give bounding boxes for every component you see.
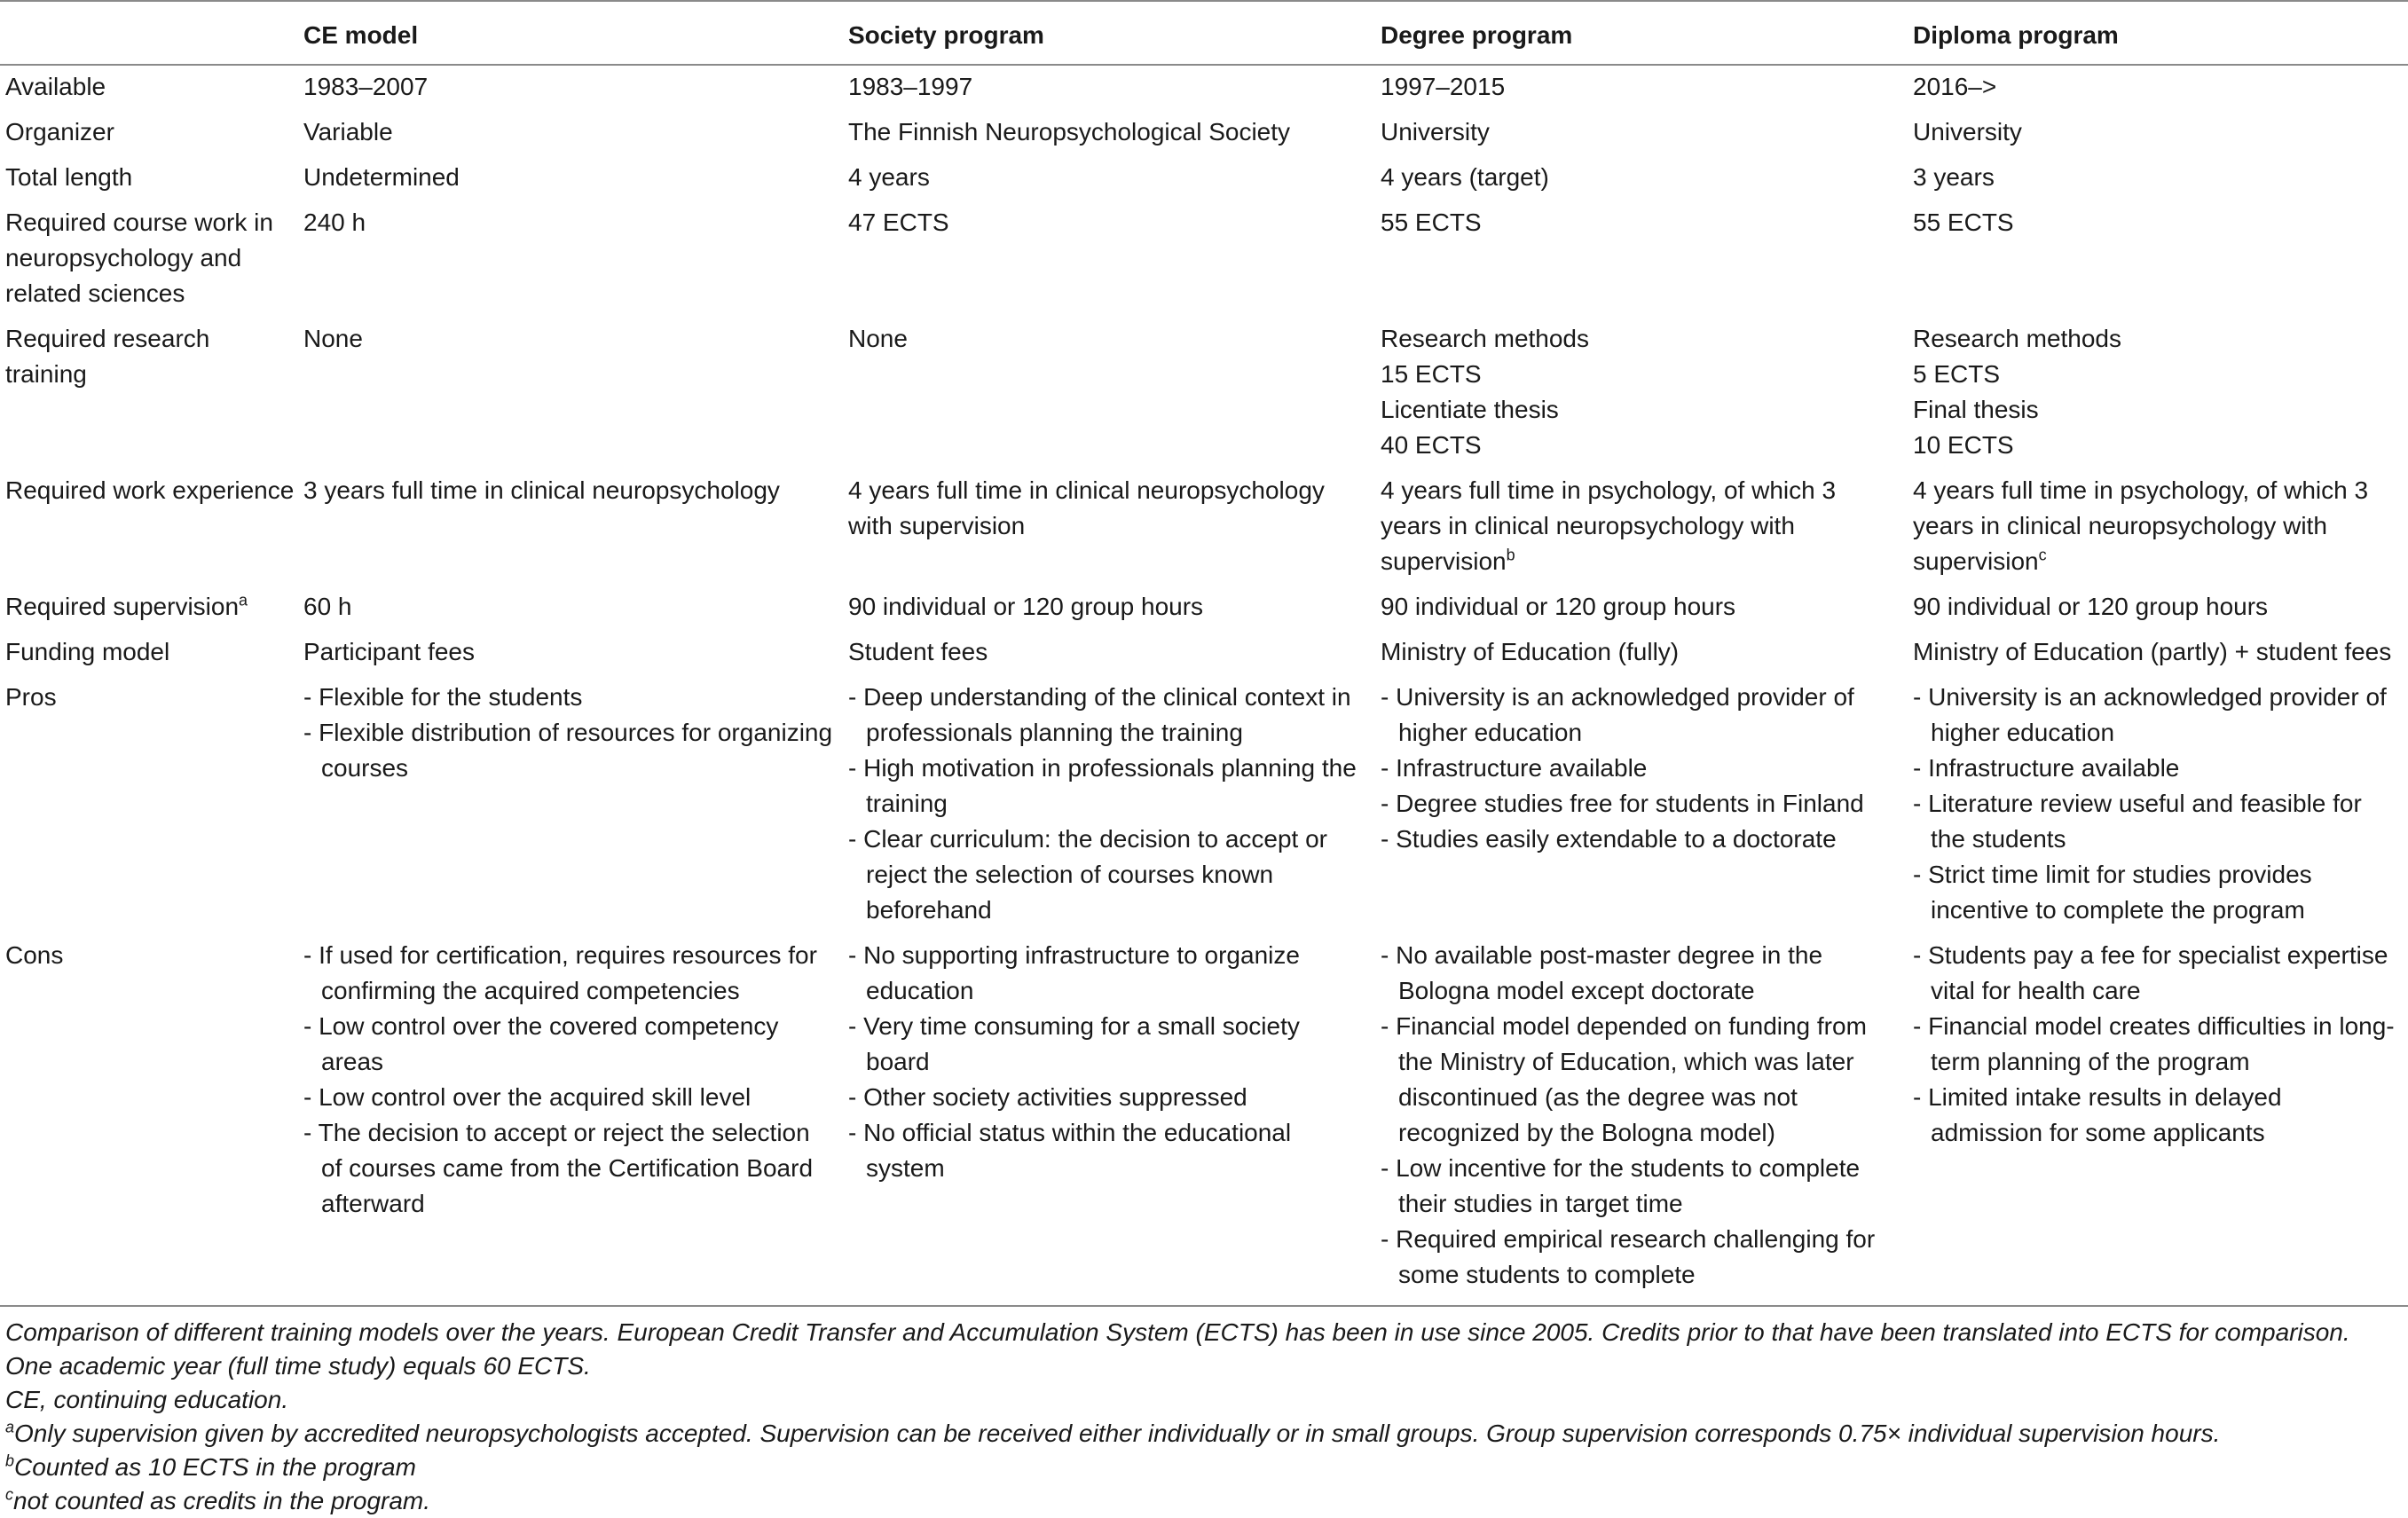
table-cell	[303, 469, 848, 586]
table-header	[0, 1, 2408, 65]
row-label-cell	[0, 65, 303, 111]
cell-text-with-note	[1381, 473, 1900, 579]
table-cell	[1381, 631, 1913, 676]
bullet-item: - Deep understanding of the clinical context in professionals planning the training	[848, 680, 1368, 751]
bullet-item: - Infrastructure available	[1913, 751, 2396, 786]
footnote	[5, 1484, 2403, 1518]
cell-text: Ministry of Education (partly) + student fees	[1913, 638, 2392, 665]
row-label-cell	[0, 586, 303, 631]
table-cell	[1381, 318, 1913, 469]
cell-text: Ministry of Education (fully)	[1381, 638, 1680, 665]
footnote-text: not counted as credits in the program.	[13, 1487, 431, 1514]
row-label-cell	[0, 201, 303, 318]
table-cell	[1913, 318, 2408, 469]
table-cell	[1913, 676, 2408, 934]
row-label: Required course work in neuropsychology and related sciences	[5, 208, 273, 307]
bullet-item: - Financial model depended on funding from the Ministry of Education, which was later discontinued (as the degree was not recognized by the Bologna model)	[1381, 1009, 1900, 1151]
header-cell-diploma-program: Diploma program	[1913, 1, 2408, 65]
bullet-item: - Other society activities suppressed	[848, 1080, 1368, 1115]
table-row	[0, 586, 2408, 631]
cell-text: 4 years	[848, 163, 930, 191]
row-label-cell	[0, 469, 303, 586]
row-label-cell	[0, 676, 303, 934]
cell-text: Student fees	[848, 638, 988, 665]
table-cell	[848, 676, 1381, 934]
table-cell	[303, 201, 848, 318]
cell-text: 4 years full time in clinical neuropsychology with supervision	[848, 476, 1325, 539]
table-cell	[303, 934, 848, 1306]
table-cell	[1913, 201, 2408, 318]
bullet-item: - No supporting infrastructure to organize education	[848, 938, 1368, 1009]
table-cell	[1381, 934, 1913, 1306]
bullet-item: - Financial model creates difficulties in long-term planning of the program	[1913, 1009, 2396, 1080]
header-row	[0, 1, 2408, 65]
table-row	[0, 469, 2408, 586]
cell-text: 90 individual or 120 group hours	[848, 593, 1204, 620]
footnote	[5, 1417, 2403, 1451]
cell-text: Participant fees	[303, 638, 475, 665]
table-row	[0, 201, 2408, 318]
row-label: Required research training	[5, 325, 210, 388]
table-row	[0, 676, 2408, 934]
table-cell	[303, 586, 848, 631]
row-label-cell	[0, 156, 303, 201]
bullet-item: - Low control over the acquired skill level	[303, 1080, 836, 1115]
footnote-mark: a	[5, 1418, 15, 1436]
cell-text: 4 years full time in psychology, of which 3 years in clinical neuropsychology with supervision	[1913, 476, 2369, 575]
cell-text: Final thesis	[1913, 396, 2039, 423]
table-caption: Comparison of different training models over the years. European Credit Transfer and Accumulation System (ECTS) has been in use since 2005. Credits prior to that have been translated into ECTS for comparison. One academic year (full time study) equals 60 ECTS.	[5, 1318, 2350, 1380]
cell-text: 1983–1997	[848, 73, 973, 100]
table-cell	[1913, 631, 2408, 676]
cell-text-with-note	[1913, 473, 2396, 579]
table-row	[0, 934, 2408, 1306]
row-label: Available	[5, 73, 106, 100]
table-cell	[848, 156, 1381, 201]
cell-text: 240 h	[303, 208, 366, 236]
cell-text: None	[303, 325, 363, 352]
table-cell	[1913, 934, 2408, 1306]
table-cell	[848, 111, 1381, 156]
cell-text: 3 years	[1913, 163, 1995, 191]
cell-text: 2016–>	[1913, 73, 1997, 100]
cell-text: 4 years (target)	[1381, 163, 1549, 191]
table-cell	[1381, 676, 1913, 934]
cell-text: 10 ECTS	[1913, 431, 2014, 459]
table-row	[0, 631, 2408, 676]
table-cell	[848, 934, 1381, 1306]
table-cell	[1913, 586, 2408, 631]
cell-text: 3 years full time in clinical neuropsychology	[303, 476, 780, 504]
cell-text: Undetermined	[303, 163, 460, 191]
cell-text: University	[1913, 118, 2022, 146]
row-label: Total length	[5, 163, 133, 191]
table-row	[0, 318, 2408, 469]
bullet-item: - Clear curriculum: the decision to accept or reject the selection of courses known beforehand	[848, 822, 1368, 928]
table-cell	[1381, 469, 1913, 586]
cell-text: None	[848, 325, 908, 352]
table-cell	[1381, 111, 1913, 156]
row-label: Organizer	[5, 118, 114, 146]
footnote-mark: b	[5, 1451, 15, 1470]
bullet-item: - Flexible distribution of resources for organizing courses	[303, 715, 836, 786]
header-cell-degree-program: Degree program	[1381, 1, 1913, 65]
cell-text: 90 individual or 120 group hours	[1381, 593, 1736, 620]
table-cell	[1913, 469, 2408, 586]
cell-text: 47 ECTS	[848, 208, 949, 236]
cell-text: Research methods	[1381, 325, 1590, 352]
row-label: Pros	[5, 683, 57, 711]
table-cell	[848, 201, 1381, 318]
table-cell	[848, 586, 1381, 631]
cell-text: 1983–2007	[303, 73, 429, 100]
cell-text: 55 ECTS	[1381, 208, 1482, 236]
cell-text: 5 ECTS	[1913, 360, 2001, 388]
table-cell	[1381, 201, 1913, 318]
bullet-item: - No official status within the educational system	[848, 1115, 1368, 1186]
row-label-cell	[0, 318, 303, 469]
table-cell	[1381, 65, 1913, 111]
table-cell	[303, 676, 848, 934]
table-cell	[1381, 586, 1913, 631]
cell-text: 15 ECTS	[1381, 360, 1482, 388]
abbreviation-note: CE, continuing education.	[5, 1386, 289, 1413]
bullet-item: - If used for certification, requires resources for confirming the acquired competencies	[303, 938, 836, 1009]
cell-text: The Finnish Neuropsychological Society	[848, 118, 1291, 146]
table-cell	[303, 111, 848, 156]
bullet-item: - Literature review useful and feasible for the students	[1913, 786, 2396, 857]
table-footnotes	[0, 1307, 2408, 1518]
row-label: Required work experience	[5, 476, 295, 504]
footnote	[5, 1451, 2403, 1484]
bullet-item: - Strict time limit for studies provides incentive to complete the program	[1913, 857, 2396, 928]
cell-text: University	[1381, 118, 1490, 146]
cell-text: 90 individual or 120 group hours	[1913, 593, 2269, 620]
header-cell-society-program: Society program	[848, 1, 1381, 65]
bullet-item: - Low control over the covered competency areas	[303, 1009, 836, 1080]
table-cell	[1913, 156, 2408, 201]
table-cell	[1913, 65, 2408, 111]
row-label-cell	[0, 111, 303, 156]
table-row	[0, 111, 2408, 156]
bullet-item: - Low incentive for the students to complete their studies in target time	[1381, 1151, 1900, 1222]
cell-text: 1997–2015	[1381, 73, 1506, 100]
table-row	[0, 156, 2408, 201]
table-cell	[303, 318, 848, 469]
table-cell	[303, 156, 848, 201]
cell-text: 55 ECTS	[1913, 208, 2014, 236]
table-cell	[848, 631, 1381, 676]
bullet-item: - Degree studies free for students in Finland	[1381, 786, 1900, 822]
bullet-item: - Limited intake results in delayed admission for some applicants	[1913, 1080, 2396, 1151]
bullet-item: - Required empirical research challenging for some students to complete	[1381, 1222, 1900, 1293]
footnote-list	[5, 1417, 2403, 1518]
header-cell-corner	[0, 1, 303, 65]
cell-text: Research methods	[1913, 325, 2122, 352]
row-label: Required supervision	[5, 593, 240, 620]
row-label-cell	[0, 631, 303, 676]
footnote-marker: c	[2038, 546, 2047, 564]
footnote-text: Counted as 10 ECTS in the program	[14, 1453, 416, 1481]
cell-text: Licentiate thesis	[1381, 396, 1559, 423]
table-cell	[303, 631, 848, 676]
bullet-item: - Very time consuming for a small society board	[848, 1009, 1368, 1080]
table-cell	[1381, 156, 1913, 201]
bullet-item: - Infrastructure available	[1381, 751, 1900, 786]
row-label: Cons	[5, 941, 64, 969]
bullet-item: - University is an acknowledged provider of higher education	[1381, 680, 1900, 751]
table-cell	[1913, 111, 2408, 156]
bullet-item: - High motivation in professionals planning the training	[848, 751, 1368, 822]
bullet-item: - Studies easily extendable to a doctorate	[1381, 822, 1900, 857]
header-cell-ce-model: CE model	[303, 1, 848, 65]
row-label: Funding model	[5, 638, 170, 665]
cell-text: 60 h	[303, 593, 352, 620]
table-body	[0, 65, 2408, 1306]
footnote-text: Only supervision given by accredited neuropsychologists accepted. Supervision can be received either individually or in small groups. Group supervision corresponds 0.75× individual supervision hours.	[14, 1420, 2221, 1447]
footnote-mark: c	[5, 1485, 13, 1504]
table-row	[0, 65, 2408, 111]
bullet-item: - No available post-master degree in the Bologna model except doctorate	[1381, 938, 1900, 1009]
table-cell	[848, 469, 1381, 586]
row-label-cell	[0, 934, 303, 1306]
bullet-item: - The decision to accept or reject the selection of courses came from the Certification Board afterward	[303, 1115, 836, 1222]
footnote-marker: b	[1506, 546, 1515, 564]
table-cell	[848, 318, 1381, 469]
footnote-marker: a	[239, 591, 248, 610]
bullet-item: - University is an acknowledged provider of higher education	[1913, 680, 2396, 751]
table-cell	[848, 65, 1381, 111]
cell-text: 4 years full time in psychology, of which 3 years in clinical neuropsychology with supervision	[1381, 476, 1837, 575]
cell-text: Variable	[303, 118, 393, 146]
bullet-item: - Flexible for the students	[303, 680, 836, 715]
table-cell	[303, 65, 848, 111]
bullet-item: - Students pay a fee for specialist expertise vital for health care	[1913, 938, 2396, 1009]
cell-text: 40 ECTS	[1381, 431, 1482, 459]
